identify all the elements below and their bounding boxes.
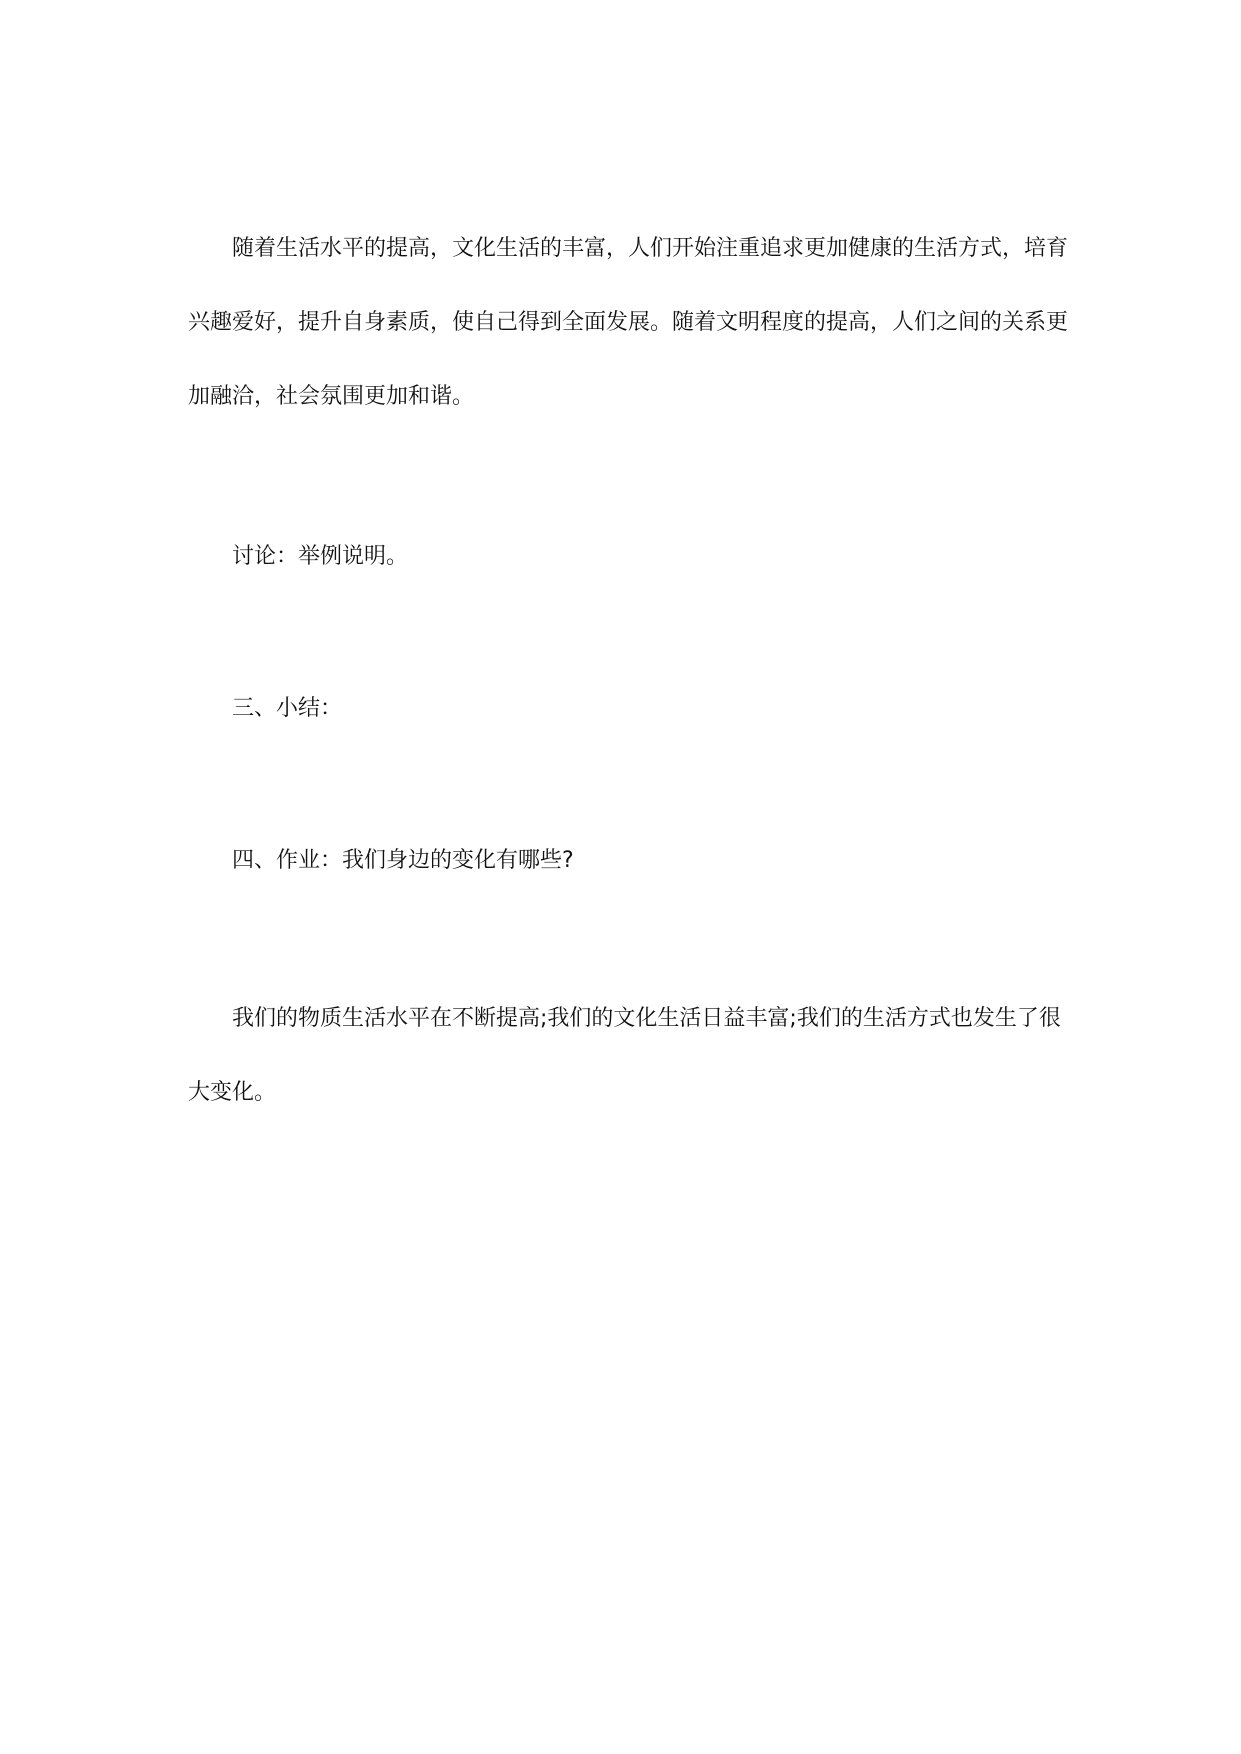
heading-summary: 三、小结： [232, 696, 343, 721]
paragraph-discussion: 讨论：举例说明。 [232, 544, 409, 569]
paragraph-lifestyle-improvement: 随着生活水平的提高，文化生活的丰富，人们开始注重追求更加健康的生活方式，培育兴趣爱好，提升自身素质，使自己得到全面发展。随着文明程度的提高，人们之间的关系更加融洽，社会氛围更加和谐。 [188, 236, 1069, 409]
heading-homework: 四、作业：我们身边的变化有哪些? [232, 848, 574, 873]
paragraph-homework-answer: 我们的物质生活水平在不断提高;我们的文化生活日益丰富;我们的生活方式也发生了很大变化。 [188, 1006, 1061, 1105]
